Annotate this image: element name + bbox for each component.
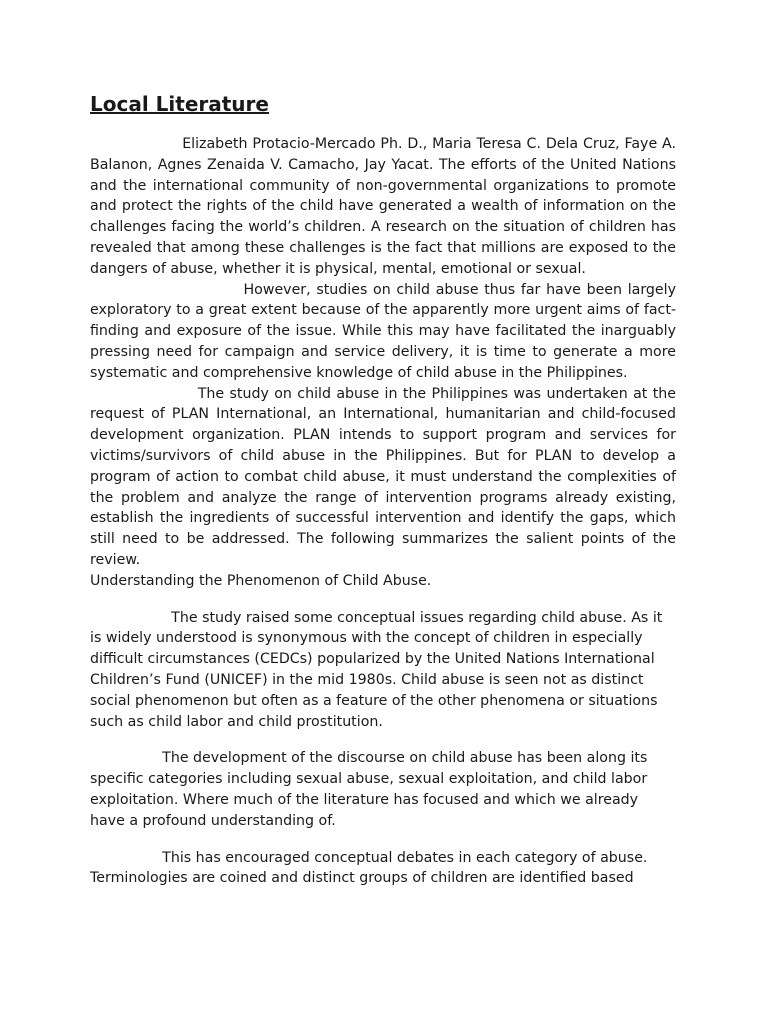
literature-review-block <box>90 134 676 592</box>
section-heading: Local Literature <box>90 92 269 116</box>
paragraph-authors-intro: Elizabeth Protacio-Mercado Ph. D., Maria Teresa C. Dela Cruz, Faye A. Balanon, Agnes Zenaida V. Camacho, Jay Yacat. The efforts of the United Nations and the international community of non-governmental organizations to promote and protect the rights of the child have generated a wealth of information on the challenges facing the world’s children. A research on the situation of children has revealed that among these challenges is the fact that millions are exposed to the dangers of abuse, whether it is physical, mental, emotional or sexual. <box>90 136 676 277</box>
document-page <box>90 90 676 889</box>
paragraph-studies-exploratory: However, studies on child abuse thus far have been largely exploratory to a great extent because of the apparently more urgent aims of fact-finding and exposure of the issue. While this may have facilitated the inarguably pressing need for campaign and service delivery, it is time to generate a more systematic and comprehensive knowledge of child abuse in the Philippines. <box>90 281 676 381</box>
paragraph-discourse-development: The development of the discourse on child abuse has been along its specific categories including sexual abuse, sexual exploitation, and child labor exploitation. Where much of the literature has focused and which we already have a profound understanding of. <box>90 750 648 829</box>
paragraph-conceptual-debates: This has encouraged conceptual debates in each category of abuse. Terminologies are coined and distinct groups of children are identified based <box>90 849 648 887</box>
paragraph-conceptual-issues: The study raised some conceptual issues regarding child abuse. As it is widely understood is synonymous with the concept of children in especially difficult circumstances (CEDCs) popularized by the United Nations International Children’s Fund (UNICEF) in the mid 1980s. Child abuse is seen not as distinct social phenomenon but often as a feature of the other phenomena or situations such as child labor and child prostitution. <box>90 609 663 730</box>
subheading-understanding-phenomenon: Understanding the Phenomenon of Child Abuse. <box>90 572 432 589</box>
paragraph-plan-study: The study on child abuse in the Philippines was undertaken at the request of PLAN International, an International, humanitarian and child-focused development organization. PLAN intends to support program and services for victims/survivors of child abuse in the Philippines. But for PLAN to develop a program of action to combat child abuse, it must understand the complexities of the problem and analyze the range of intervention programs already existing, establish the ingredients of successful intervention and identify the gaps, which still need to be addressed. The following summarizes the salient points of the review. <box>90 385 676 568</box>
